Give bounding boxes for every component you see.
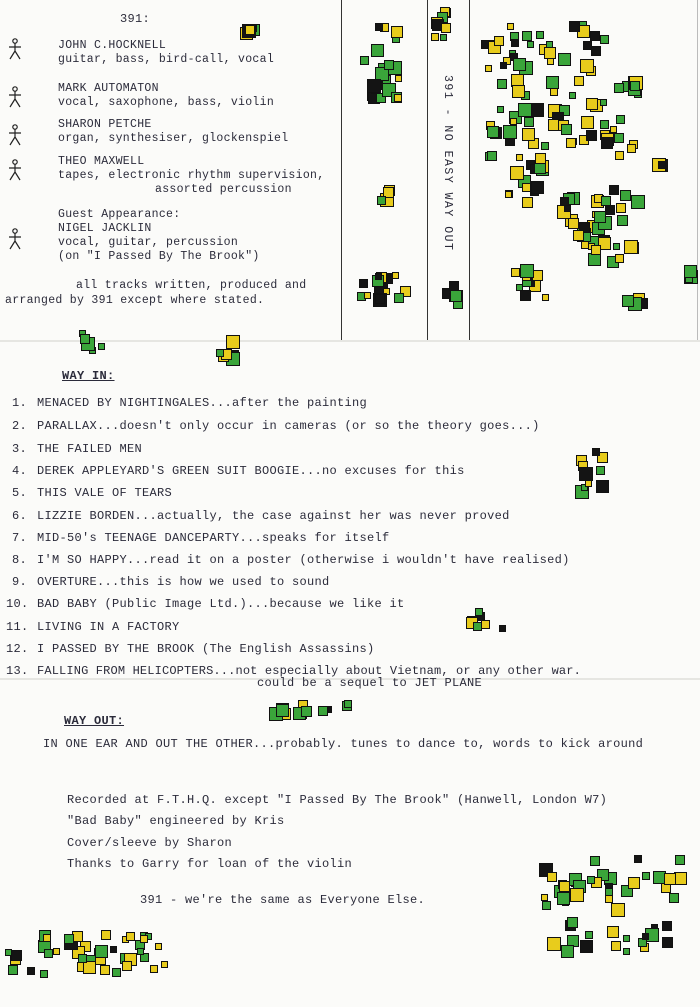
pixel-block <box>623 935 630 942</box>
pixel-art-decoration <box>600 115 640 165</box>
pixel-block <box>137 948 144 955</box>
pixel-art-decoration <box>465 606 509 636</box>
pixel-block <box>518 103 532 117</box>
track-title: FALLING FROM HELICOPTERS...not especially about Vietnam, or any other war. <box>37 664 581 678</box>
pixel-block <box>516 284 523 291</box>
track-number: 5. <box>12 486 28 500</box>
guest-name: NIGEL JACKLIN <box>58 222 152 235</box>
pixel-art-decoration <box>575 448 613 504</box>
pixel-block <box>499 625 506 632</box>
pixel-art-decoration <box>555 185 650 270</box>
pixel-art-decoration <box>505 150 550 210</box>
pixel-block <box>591 245 601 255</box>
pixel-block <box>64 934 74 944</box>
pixel-block <box>487 151 497 161</box>
pixel-block <box>276 704 289 717</box>
pixel-art-decoration <box>214 335 246 367</box>
pixel-block <box>561 124 572 135</box>
pixel-art-decoration <box>684 262 698 286</box>
note-line: "Bad Baby" engineered by Kris <box>67 814 285 828</box>
pixel-block <box>536 31 544 39</box>
pixel-block <box>359 279 368 288</box>
pixel-art-decoration <box>357 270 412 310</box>
pixel-block <box>150 965 158 973</box>
pixel-block <box>547 872 557 882</box>
spine-text: 391 - NO EASY WAY OUT <box>441 75 454 252</box>
pixel-block <box>558 53 571 66</box>
pixel-block <box>155 943 162 950</box>
pixel-block <box>481 620 490 629</box>
pixel-block <box>542 901 551 910</box>
pixel-block <box>617 215 628 226</box>
pixel-block <box>568 218 579 229</box>
pixel-block <box>624 240 638 254</box>
pixel-block <box>622 295 634 307</box>
pixel-block <box>527 41 534 48</box>
pixel-block <box>590 856 600 866</box>
pixel-block <box>630 81 640 91</box>
track-title: BAD BABY (Public Image Ltd.)...because we like it <box>37 597 405 611</box>
pixel-block <box>616 115 625 124</box>
pixel-block <box>541 142 549 150</box>
pixel-art-decoration <box>480 18 610 163</box>
note-line: Cover/sleeve by Sharon <box>67 836 233 850</box>
pixel-block <box>559 881 570 892</box>
pixel-block <box>391 26 403 38</box>
track-title-cont: could be a sequel to JET PLANE <box>257 676 483 690</box>
track-number: 13. <box>6 664 29 678</box>
pixel-block <box>560 197 569 206</box>
pixel-block <box>611 903 625 917</box>
guest-role: vocal, guitar, percussion <box>58 236 239 249</box>
pixel-block <box>615 151 624 160</box>
pixel-block <box>669 893 679 903</box>
panel-edge <box>697 0 698 340</box>
track-title: PARALLAX...doesn't only occur in cameras (or so the theory goes...) <box>37 419 540 433</box>
pixel-block <box>541 894 548 901</box>
pixel-block <box>473 622 482 631</box>
pixel-art-decoration <box>510 260 550 304</box>
pixel-block <box>375 273 382 280</box>
pixel-block <box>580 940 593 953</box>
pixel-block <box>161 961 168 968</box>
pixel-block <box>631 195 645 209</box>
pixel-block <box>487 126 499 138</box>
stick-figure-icon <box>8 159 22 181</box>
pixel-art-decoration <box>645 158 669 178</box>
tagline: 391 - we're the same as Everyone Else. <box>140 893 426 907</box>
pixel-block <box>318 706 328 716</box>
pixel-block <box>520 264 534 278</box>
pixel-block <box>542 294 549 301</box>
pixel-block <box>371 44 384 57</box>
note-line: Thanks to Garry for loan of the violin <box>67 857 353 871</box>
pixel-block <box>497 79 507 89</box>
pixel-art-decoration <box>538 855 688 960</box>
pixel-block <box>628 877 640 889</box>
spine-border <box>427 0 428 340</box>
pixel-block <box>367 79 381 93</box>
pixel-art-decoration <box>377 183 397 211</box>
pixel-block <box>605 205 615 215</box>
pixel-block <box>596 480 609 493</box>
member-role: tapes, electronic rhythm supervision, <box>58 169 325 182</box>
pixel-block <box>5 949 12 956</box>
stick-figure-icon <box>8 228 22 250</box>
track-number: 4. <box>12 464 28 478</box>
pixel-block <box>494 36 504 46</box>
pixel-block <box>684 265 697 278</box>
pixel-art-decoration <box>622 293 650 313</box>
pixel-block <box>662 921 672 931</box>
pixel-block <box>53 948 60 955</box>
pixel-block <box>522 197 533 208</box>
pixel-block <box>610 126 617 133</box>
band-name: 391: <box>120 12 151 26</box>
track-title: DEREK APPLEYARD'S GREEN SUIT BOOGIE...no excuses for this <box>37 464 465 478</box>
pixel-block <box>609 185 619 195</box>
pixel-block <box>95 945 108 958</box>
pixel-art-decoration <box>268 700 358 722</box>
pixel-block <box>101 930 111 940</box>
track-title: THE FAILED MEN <box>37 442 143 456</box>
pixel-block <box>574 76 584 86</box>
pixel-block <box>513 58 526 71</box>
spine-border <box>469 0 470 340</box>
pixel-block <box>78 954 87 963</box>
member-role: organ, synthesiser, glockenspiel <box>58 132 289 145</box>
pixel-block <box>564 205 571 212</box>
pixel-block <box>485 65 492 72</box>
pixel-block <box>122 961 132 971</box>
pixel-block <box>364 292 371 299</box>
track-title: OVERTURE...this is how we used to sound <box>37 575 330 589</box>
spine-title <box>435 75 459 275</box>
pixel-block <box>110 946 117 953</box>
pixel-block <box>375 294 385 304</box>
track-number: 3. <box>12 442 28 456</box>
pixel-block <box>500 62 507 69</box>
panel-border <box>341 0 342 340</box>
stick-figure-icon <box>8 38 22 60</box>
track-number: 6. <box>12 509 28 523</box>
pixel-block <box>613 243 620 250</box>
track-number: 2. <box>12 419 28 433</box>
pixel-block <box>616 203 626 213</box>
pixel-block <box>605 895 613 903</box>
pixel-block <box>100 965 110 975</box>
member-role-cont: assorted percussion <box>155 183 292 196</box>
pixel-block <box>585 480 592 487</box>
credits-line: arranged by 391 except where stated. <box>5 294 265 307</box>
track-title: THIS VALE OF TEARS <box>37 486 173 500</box>
side-b-heading: WAY OUT: <box>64 714 125 728</box>
pixel-block <box>579 467 593 481</box>
pixel-block <box>522 31 532 41</box>
pixel-block <box>658 161 666 169</box>
pixel-block <box>557 892 570 905</box>
pixel-block <box>40 970 48 978</box>
member-name: THEO MAXWELL <box>58 155 145 168</box>
pixel-block <box>216 349 224 357</box>
track-number: 10. <box>6 597 29 611</box>
pixel-block <box>600 120 609 129</box>
pixel-block <box>497 106 504 113</box>
pixel-block <box>140 935 148 943</box>
pixel-block <box>360 56 369 65</box>
track-number: 1. <box>12 396 28 410</box>
track-title: I'M SO HAPPY...read it on a poster (otherwise i wouldn't have realised) <box>37 553 570 567</box>
pixel-block <box>450 290 462 302</box>
track-number: 12. <box>6 642 29 656</box>
pixel-block <box>377 196 386 205</box>
pixel-block <box>112 968 121 977</box>
track-number: 9. <box>12 575 28 589</box>
pixel-art-decoration <box>442 275 466 313</box>
track-title: I PASSED BY THE BROOK (The English Assassins) <box>37 642 375 656</box>
side-a-heading: WAY IN: <box>62 369 115 383</box>
pixel-block <box>590 31 600 41</box>
track-title: LIVING IN A FACTORY <box>37 620 180 634</box>
pixel-block <box>615 254 624 263</box>
pixel-block <box>614 133 624 143</box>
pixel-block <box>27 967 35 975</box>
pixel-block <box>634 855 642 863</box>
pixel-block <box>573 230 584 241</box>
pixel-block <box>530 103 544 117</box>
pixel-block <box>586 130 597 141</box>
guest-note: (on "I Passed By The Brook") <box>58 250 260 263</box>
pixel-block <box>505 191 512 198</box>
pixel-block <box>605 888 613 896</box>
pixel-block <box>566 138 576 148</box>
member-name: SHARON PETCHE <box>58 118 152 131</box>
pixel-art-decoration <box>360 22 405 107</box>
pixel-block <box>600 35 609 44</box>
pixel-block <box>384 60 394 70</box>
pixel-block <box>664 873 676 885</box>
pixel-block <box>431 33 439 41</box>
member-name: JOHN C.HOCKNELL <box>58 39 167 52</box>
pixel-block <box>395 75 402 82</box>
pixel-block <box>301 706 312 717</box>
pixel-block <box>611 941 621 951</box>
member-name: MARK AUTOMATON <box>58 82 159 95</box>
pixel-block <box>375 23 383 31</box>
track-title: MID-50's TEENAGE DANCEPARTY...speaks for itself <box>37 531 390 545</box>
pixel-art-decoration <box>5 930 175 980</box>
pixel-block <box>586 98 598 110</box>
pixel-block <box>614 83 624 93</box>
pixel-block <box>567 917 578 928</box>
pixel-block <box>524 117 534 127</box>
pixel-block <box>547 58 554 65</box>
pixel-block <box>570 888 584 902</box>
pixel-block <box>550 88 558 96</box>
pixel-block <box>44 949 53 958</box>
pixel-art-decoration <box>236 22 262 44</box>
stick-figure-icon <box>8 124 22 146</box>
pixel-block <box>547 937 561 951</box>
pixel-block <box>511 268 520 277</box>
pixel-block <box>503 125 517 139</box>
pixel-block <box>546 76 559 89</box>
pixel-block <box>535 153 546 164</box>
pixel-block <box>392 272 399 279</box>
pixel-block <box>531 181 544 194</box>
pixel-block <box>520 290 531 301</box>
pixel-block <box>592 448 600 456</box>
pixel-block <box>620 190 631 201</box>
stick-figure-icon <box>8 86 22 108</box>
pixel-block <box>126 932 135 941</box>
pixel-block <box>594 211 606 223</box>
track-number: 11. <box>6 620 29 634</box>
pixel-art-decoration <box>78 330 106 356</box>
pixel-block <box>394 293 404 303</box>
pixel-block <box>510 166 524 180</box>
pixel-block <box>440 34 447 41</box>
pixel-block <box>607 926 619 938</box>
pixel-block <box>580 59 594 73</box>
note-line: Recorded at F.T.H.Q. except "I Passed By The Brook" (Hanwell, London W7) <box>67 793 608 807</box>
credits-line: all tracks written, produced and <box>76 279 307 292</box>
pixel-block <box>80 334 90 344</box>
pixel-block <box>585 931 593 939</box>
pixel-art-decoration <box>612 70 644 102</box>
pixel-block <box>569 21 580 32</box>
pixel-block <box>511 39 519 47</box>
member-role: vocal, saxophone, bass, violin <box>58 96 275 109</box>
pixel-block <box>475 608 483 616</box>
pixel-block <box>675 855 685 865</box>
pixel-block <box>8 965 18 975</box>
pixel-block <box>623 948 630 955</box>
pixel-block <box>596 466 605 475</box>
pixel-block <box>522 183 531 192</box>
pixel-block <box>245 25 255 35</box>
pixel-block <box>522 128 535 141</box>
pixel-block <box>226 335 240 349</box>
guest-heading: Guest Appearance: <box>58 208 181 221</box>
pixel-block <box>344 700 352 708</box>
track-number: 8. <box>12 553 28 567</box>
pixel-block <box>98 343 105 350</box>
pixel-art-decoration <box>430 5 460 43</box>
pixel-block <box>11 950 22 961</box>
track-title: MENACED BY NIGHTINGALES...after the painting <box>37 396 368 410</box>
pixel-block <box>512 85 525 98</box>
pixel-block <box>544 47 556 59</box>
track-title: LIZZIE BORDEN...actually, the case against her was never proved <box>37 509 510 523</box>
pixel-block <box>642 933 649 940</box>
pixel-block <box>449 281 459 291</box>
member-role: guitar, bass, bird-call, vocal <box>58 53 275 66</box>
pixel-block <box>561 945 574 958</box>
pixel-block <box>591 46 601 56</box>
pixel-block <box>601 196 611 206</box>
pixel-block <box>581 116 594 129</box>
pixel-block <box>627 144 636 153</box>
pixel-block <box>441 23 451 33</box>
pixel-block <box>43 934 51 942</box>
pixel-block <box>507 23 514 30</box>
side-b-track: IN ONE EAR AND OUT THE OTHER...probably. tunes to dance to, words to kick around <box>43 737 644 751</box>
pixel-block <box>569 92 576 99</box>
pixel-block <box>510 118 517 125</box>
track-number: 7. <box>12 531 28 545</box>
pixel-block <box>587 876 595 884</box>
pixel-block <box>601 137 613 149</box>
pixel-block <box>394 94 402 102</box>
pixel-block <box>600 99 607 106</box>
pixel-block <box>662 937 673 948</box>
pixel-block <box>642 872 650 880</box>
